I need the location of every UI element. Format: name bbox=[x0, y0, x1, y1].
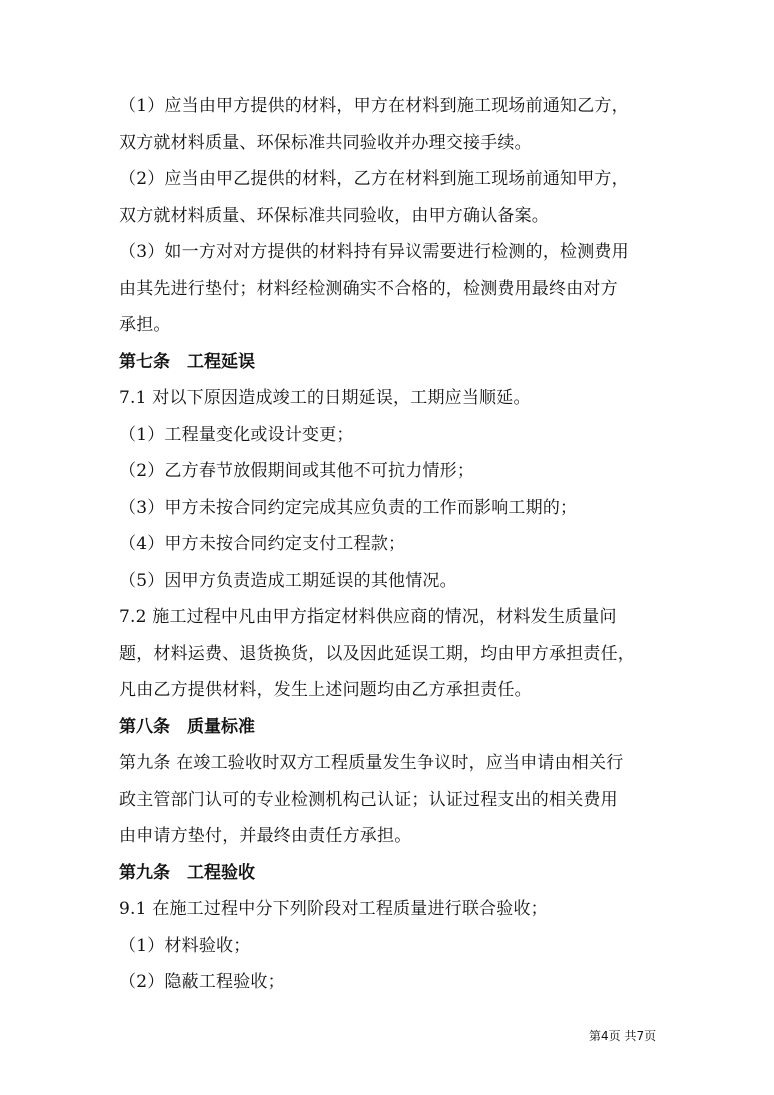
text-line: （3）如一方对对方提供的材料持有异议需要进行检测的，检测费用 bbox=[119, 242, 629, 262]
text-line: 由申请方垫付，并最终由责任方承担。 bbox=[119, 826, 412, 846]
text-line: （2）隐蔽工程验收； bbox=[119, 972, 285, 992]
text-line: （3）甲方未按合同约定完成其应负责的工作而影响工期的； bbox=[119, 497, 578, 518]
section-heading: 第九条 工程验收 bbox=[119, 862, 255, 883]
text-line: （5）因甲方负责造成工期延误的其他情况。 bbox=[119, 570, 457, 591]
text-line: 双方就材料质量、环保标准共同验收，由甲方确认备案。 bbox=[119, 205, 549, 226]
text-line: 9.1 在施工过程中分下列阶段对工程质量进行联合验收； bbox=[119, 899, 548, 919]
text-line: 由其先进行垫付；材料经检测确实不合格的，检测费用最终由对方 bbox=[119, 278, 618, 299]
section-heading: 第七条 工程延误 bbox=[119, 351, 255, 372]
text-line: 承担。 bbox=[119, 315, 171, 335]
text-line: 题，材料运费、退货换货，以及因此延误工期，均由甲方承担责任， bbox=[119, 643, 635, 664]
text-line: 第九条 在竣工验收时双方工程质量发生争议时，应当申请由相关行 bbox=[119, 753, 624, 773]
page-number: 第4页 共7页 bbox=[589, 1029, 657, 1043]
document-body bbox=[119, 88, 664, 1001]
text-line: 双方就材料质量、环保标准共同验收并办理交接手续。 bbox=[119, 132, 532, 153]
text-line: （1）材料验收； bbox=[119, 935, 251, 956]
text-line: （1）应当由甲方提供的材料，甲方在材料到施工现场前通知乙方， bbox=[119, 96, 629, 116]
text-line: 凡由乙方提供材料，发生上述问题均由乙方承担责任。 bbox=[119, 680, 532, 700]
text-line: （2）乙方春节放假期间或其他不可抗力情形； bbox=[119, 461, 475, 481]
text-line: 7.2 施工过程中凡由甲方指定材料供应商的情况，材料发生质量问 bbox=[119, 607, 617, 627]
text-line: （4）甲方未按合同约定支付工程款； bbox=[119, 534, 406, 554]
text-line: （2）应当由甲乙提供的材料，乙方在材料到施工现场前通知甲方， bbox=[119, 169, 629, 189]
text-line: （1）工程量变化或设计变更； bbox=[119, 424, 354, 445]
text-line: 7.1 对以下原因造成竣工的日期延误，工期应当顺延。 bbox=[119, 388, 531, 408]
section-heading: 第八条 质量标准 bbox=[119, 716, 255, 737]
text-line: 政主管部门认可的专业检测机构己认证；认证过程支出的相关费用 bbox=[119, 789, 618, 810]
